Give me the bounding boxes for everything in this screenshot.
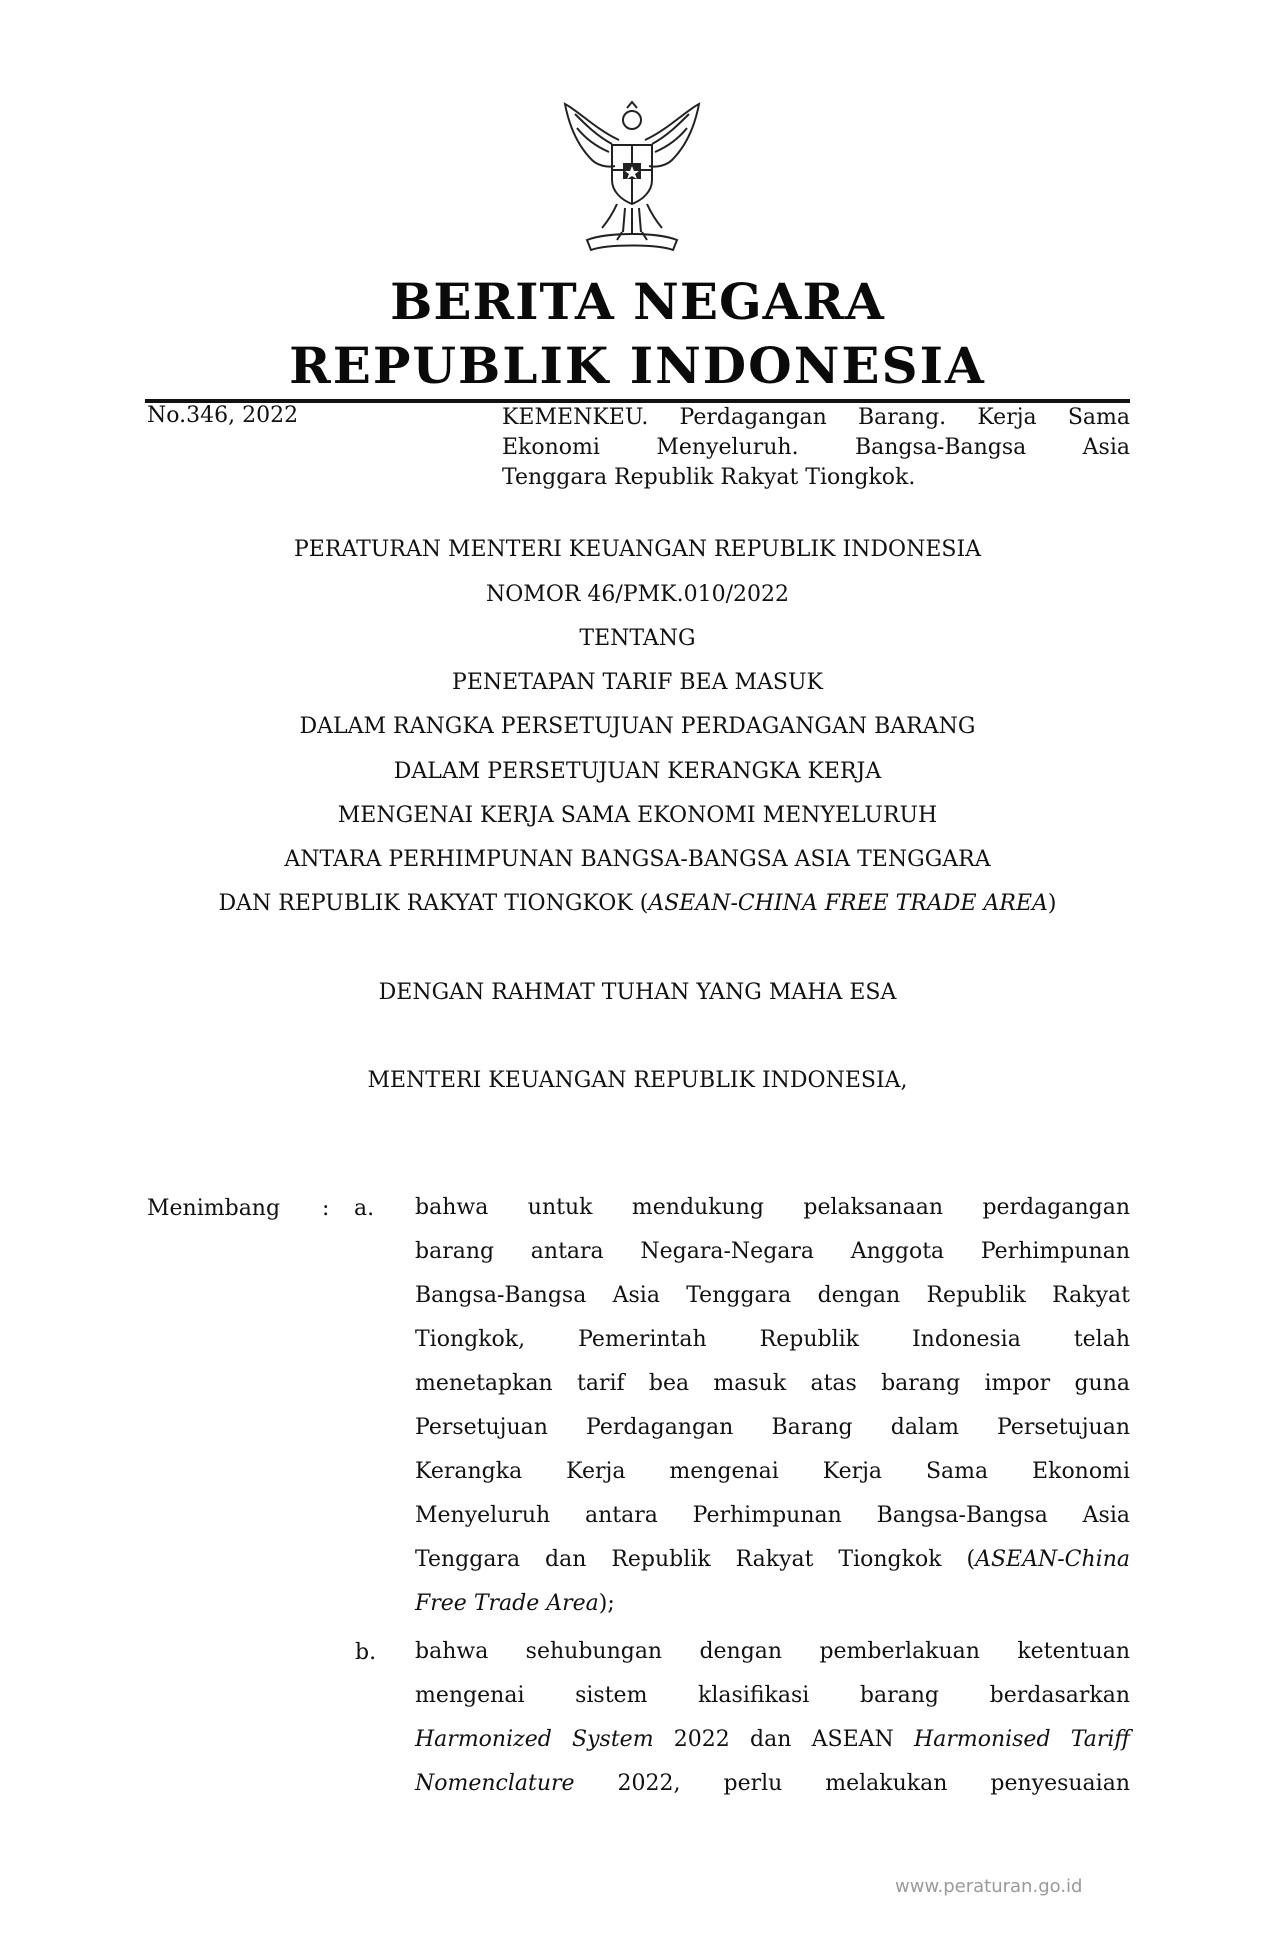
para-line: Menyeluruh antara Perhimpunan Bangsa-Bangsa Asia	[415, 1503, 1130, 1528]
line-suffix: );	[598, 1591, 615, 1616]
authority: MENTERI KEUANGAN REPUBLIK INDONESIA,	[367, 1068, 908, 1093]
regulation-title-line: PENETAPAN TARIF BEA MASUK	[452, 670, 823, 695]
garuda-emblem	[557, 100, 707, 260]
issue-subject-line: Ekonomi Menyeluruh. Bangsa-Bangsa Asia	[502, 435, 1130, 460]
para-line: mengenai sistem klasifikasi barang berdasarkan	[415, 1683, 1130, 1708]
line-mid: 2022 dan ASEAN	[653, 1727, 915, 1752]
item-b-marker: b.	[355, 1640, 377, 1665]
para-line	[415, 1589, 1130, 1633]
italic-term: ASEAN-China	[975, 1547, 1130, 1572]
italic-term: Nomenclature	[415, 1771, 575, 1796]
para-line: Tiongkok, Pemerintah Republik Indonesia telah	[415, 1327, 1130, 1352]
title-italic-acfta: ASEAN-CHINA FREE TRADE AREA	[648, 891, 1048, 916]
regulation-title-line: MENGENAI KERJA SAMA EKONOMI MENYELURUH	[337, 803, 938, 828]
para-line: barang antara Negara-Negara Anggota Perhimpunan	[415, 1239, 1130, 1264]
issue-subject-line: Tenggara Republik Rakyat Tiongkok.	[502, 465, 916, 490]
para-line: Persetujuan Perdagangan Barang dalam Persetujuan	[415, 1415, 1130, 1440]
invocation: DENGAN RAHMAT TUHAN YANG MAHA ESA	[378, 980, 897, 1005]
item-a-text	[415, 1193, 1130, 1633]
para-line: Bangsa-Bangsa Asia Tenggara dengan Republik Rakyat	[415, 1283, 1130, 1308]
para-line	[415, 1725, 1130, 1769]
para-line: bahwa untuk mendukung pelaksanaan perdagangan	[415, 1195, 1130, 1220]
title-suffix: )	[1047, 891, 1057, 916]
masthead-title-line1: BERITA NEGARA	[390, 272, 885, 331]
footer-watermark: www.peraturan.go.id	[895, 1876, 1083, 1897]
para-line: bahwa sehubungan dengan pemberlakuan ketentuan	[415, 1639, 1130, 1664]
masthead-title-line2: REPUBLIK INDONESIA	[289, 336, 986, 395]
issue-subject-line: KEMENKEU. Perdagangan Barang. Kerja Sama	[502, 405, 1130, 430]
para-line: menetapkan tarif bea masuk atas barang impor guna	[415, 1371, 1130, 1396]
item-b-text	[415, 1637, 1130, 1813]
regulation-title-line-last	[0, 891, 1275, 916]
italic-term: Harmonized System	[415, 1727, 654, 1752]
regulation-number: NOMOR 46/PMK.010/2022	[486, 582, 789, 607]
regulation-title-line: DALAM PERSETUJUAN KERANGKA KERJA	[393, 759, 882, 784]
para-line	[415, 1545, 1130, 1589]
regulation-tentang: TENTANG	[579, 626, 696, 651]
title-prefix: DAN REPUBLIK RAKYAT TIONGKOK (	[218, 891, 649, 916]
item-a-marker: a.	[354, 1196, 375, 1221]
para-line	[415, 1769, 1130, 1813]
italic-term: Free Trade Area	[415, 1591, 599, 1616]
issue-number: No.346, 2022	[147, 403, 299, 428]
menimbang-colon: :	[322, 1196, 330, 1221]
regulation-title-line: PERATURAN MENTERI KEUANGAN REPUBLIK INDONESIA	[293, 537, 982, 562]
line-rest: 2022, perlu melakukan penyesuaian	[574, 1771, 1130, 1796]
line-prefix: Tenggara dan Republik Rakyat Tiongkok (	[415, 1547, 976, 1572]
regulation-title-line: ANTARA PERHIMPUNAN BANGSA-BANGSA ASIA TENGGARA	[284, 847, 991, 872]
regulation-title-line: DALAM RANGKA PERSETUJUAN PERDAGANGAN BARANG	[299, 714, 976, 739]
issue-subject	[502, 403, 1130, 493]
italic-term: Harmonised Tariff	[914, 1727, 1130, 1752]
para-line: Kerangka Kerja mengenai Kerja Sama Ekonomi	[415, 1459, 1130, 1484]
menimbang-label: Menimbang	[147, 1196, 281, 1221]
